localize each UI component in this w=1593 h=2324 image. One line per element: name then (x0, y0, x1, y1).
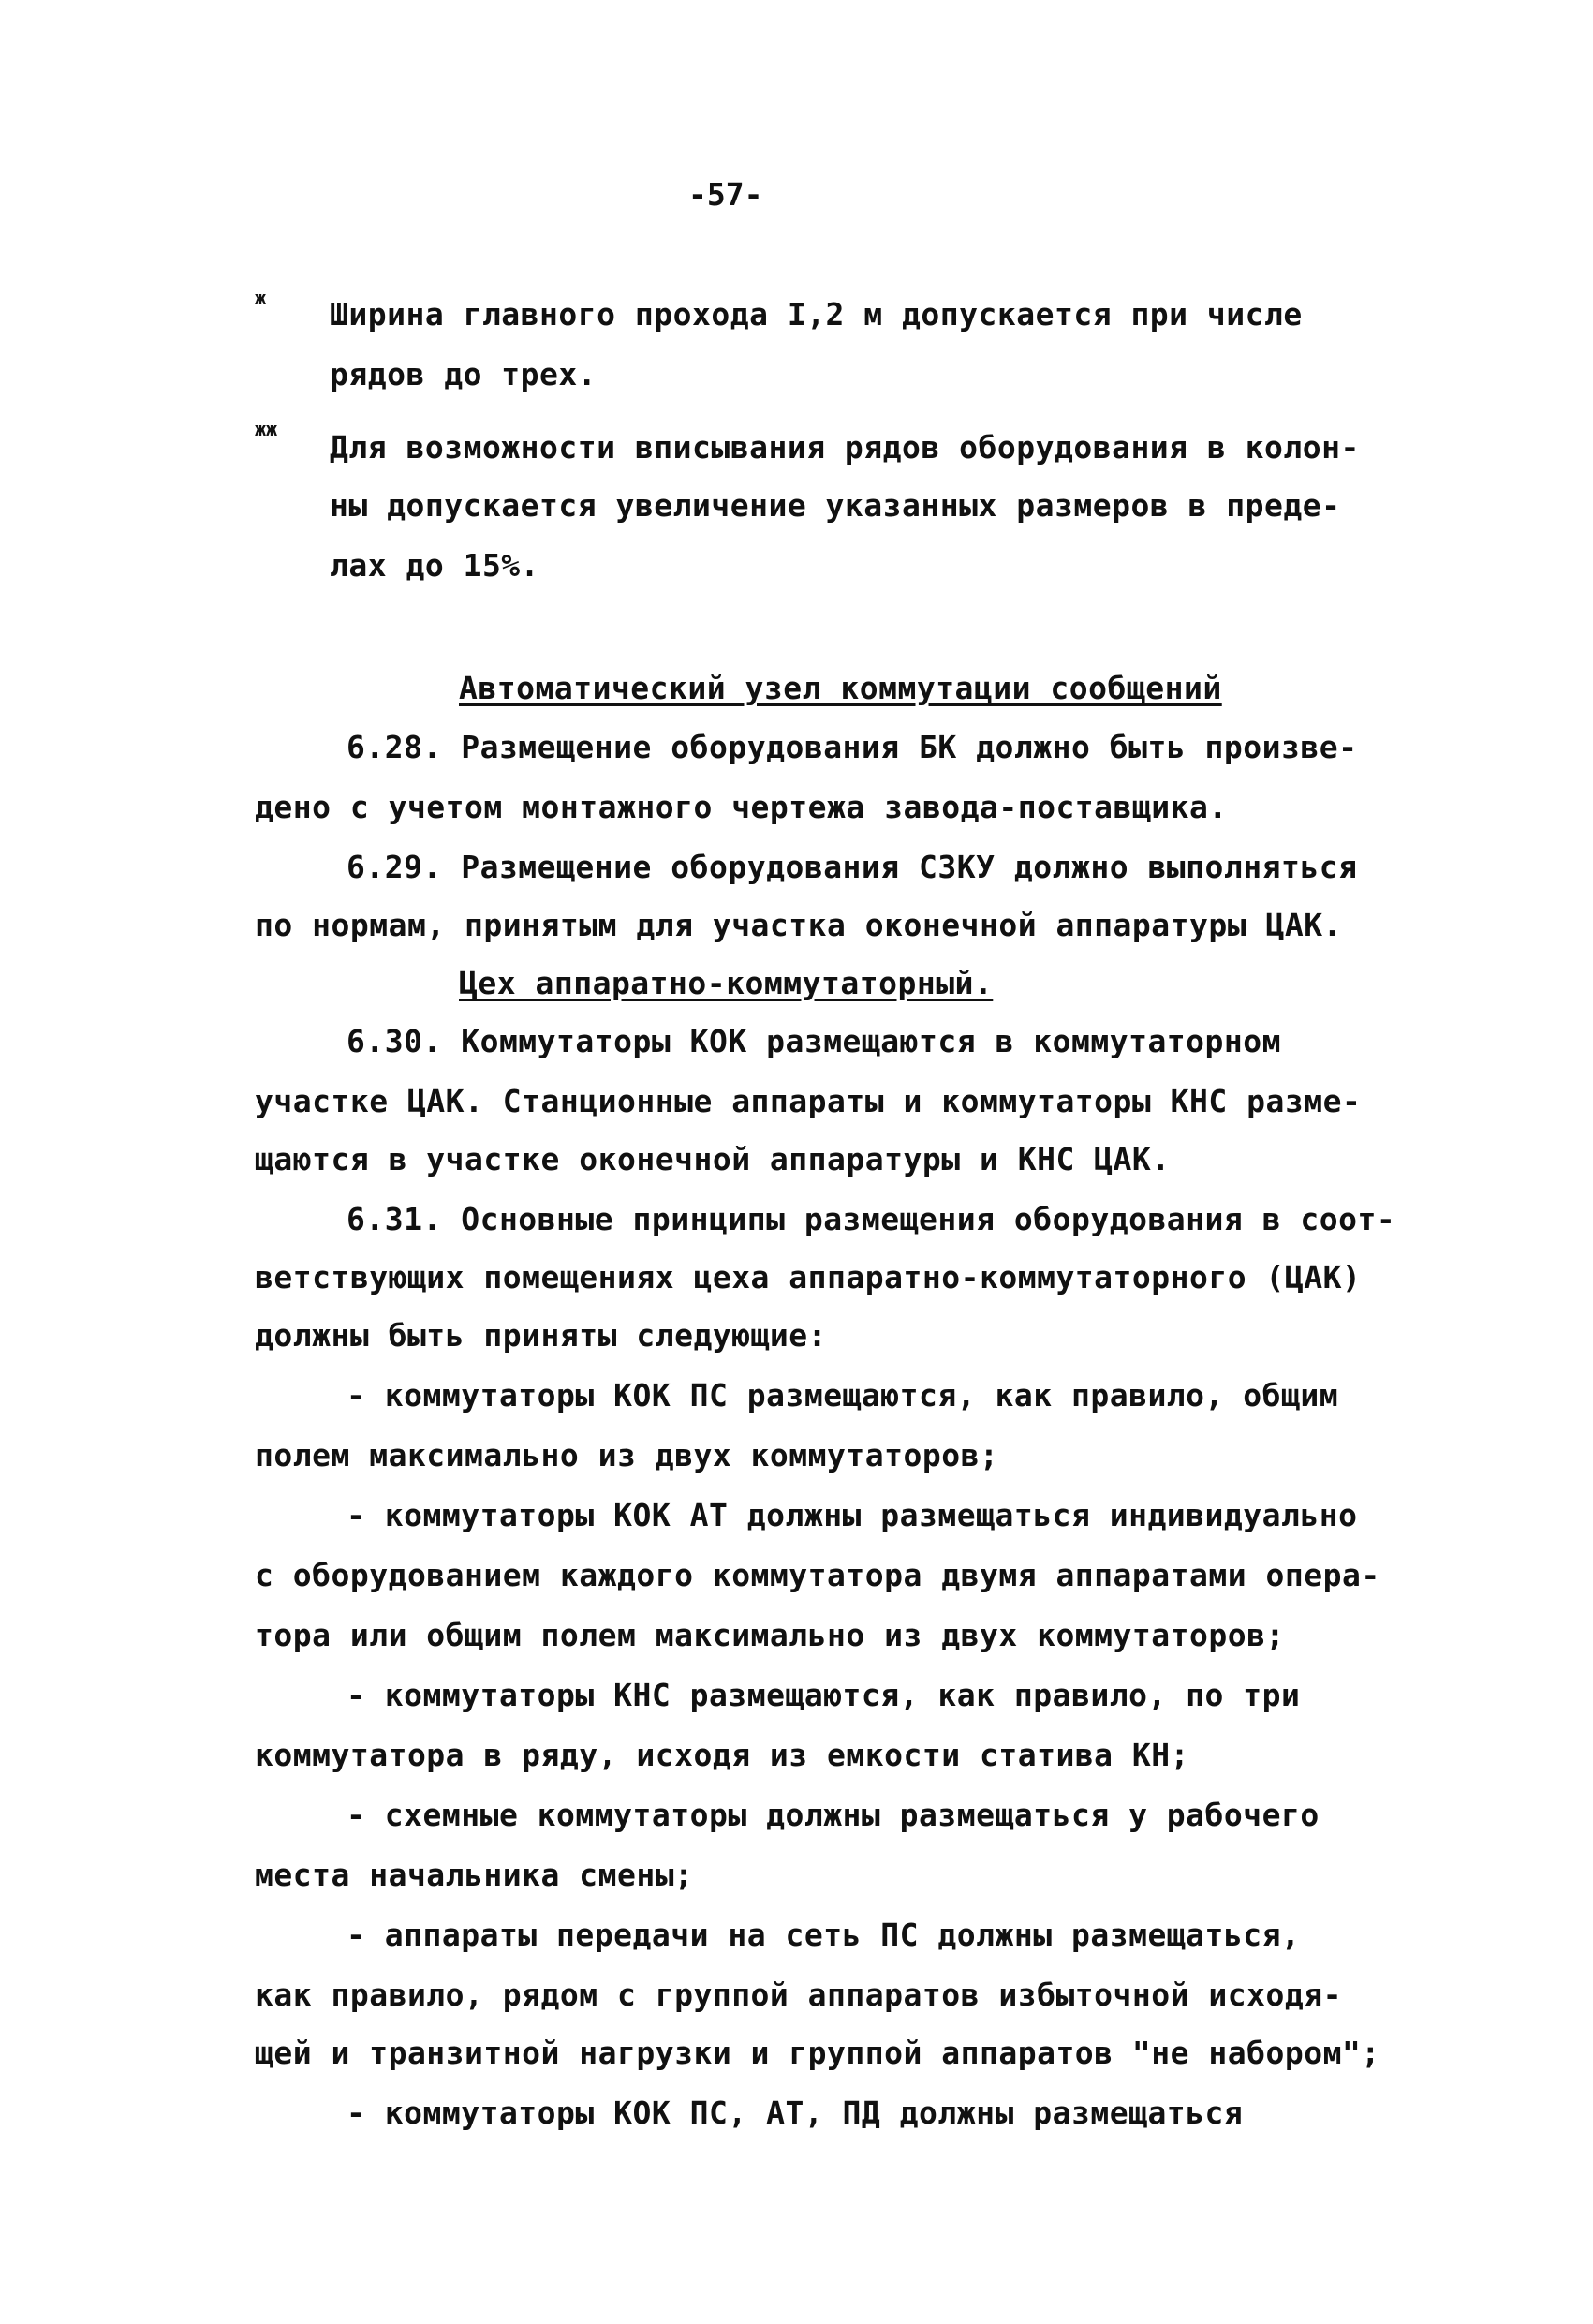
footnote-mark: ж (255, 287, 267, 309)
list-item-line: - аппараты передачи на сеть ПС должны размещаться, (347, 1917, 1301, 1953)
paragraph-line: 6.28. Размещение оборудования БК должно быть произве- (347, 729, 1358, 765)
footnote-mark: жж (255, 418, 278, 440)
paragraph-line: ветствующих помещениях цеха аппаратно-коммутаторного (ЦАК) (255, 1259, 1362, 1295)
list-item-line: - коммутаторы КНС размещаются, как правило, по три (347, 1677, 1301, 1713)
footnote-line: ны допускается увеличение указанных размеров в преде- (330, 487, 1341, 524)
page-number: -57- (688, 176, 763, 213)
list-item-line: полем максимально из двух коммутаторов; (255, 1437, 999, 1473)
list-item-line: - коммутаторы КОК АТ должны размещаться индивидуально (347, 1497, 1358, 1533)
paragraph-line: 6.30. Коммутаторы КОК размещаются в коммутаторном (347, 1023, 1282, 1059)
section-heading: Цех аппаратно-коммутаторный. (459, 965, 994, 1001)
list-item-line: коммутатора в ряду, исходя из емкости статива КН; (255, 1737, 1190, 1773)
section-heading: Автоматический узел коммутации сообщений (459, 670, 1222, 706)
paragraph-line: щаются в участке оконечной аппаратуры и КНС ЦАК. (255, 1141, 1171, 1177)
paragraph-line: должны быть приняты следующие: (255, 1317, 828, 1354)
list-item-line: - схемные коммутаторы должны размещаться у рабочего (347, 1797, 1320, 1833)
footnote-line: Ширина главного прохода I,2 м допускается при числе (330, 296, 1303, 333)
paragraph-line: 6.29. Размещение оборудования СЗКУ должно выполняться (347, 849, 1358, 885)
paragraph-line: 6.31. Основные принципы размещения оборудования в соот- (347, 1201, 1396, 1237)
paragraph-line: по нормам, принятым для участка оконечной аппаратуры ЦАК. (255, 907, 1342, 943)
paragraph-line: дено с учетом монтажного чертежа завода-поставщика. (255, 789, 1228, 825)
list-item-line: - коммутаторы КОК ПС, АТ, ПД должны размещаться (347, 2095, 1244, 2131)
list-item-line: с оборудованием каждого коммутатора двумя аппаратами опера- (255, 1557, 1380, 1593)
list-item-line: тора или общим полем максимально из двух коммутаторов; (255, 1617, 1285, 1653)
footnote-line: рядов до трех. (330, 356, 597, 392)
footnote-line: лах до 15%. (330, 547, 540, 584)
footnote-line: Для возможности вписывания рядов оборудования в колон- (330, 429, 1360, 466)
paragraph-line: участке ЦАК. Станционные аппараты и коммутаторы КНС разме- (255, 1083, 1362, 1119)
list-item-line: как правило, рядом с группой аппаратов избыточной исходя- (255, 1976, 1342, 2013)
list-item-line: щей и транзитной нагрузки и группой аппаратов "не набором"; (255, 2035, 1380, 2071)
list-item-line: - коммутаторы КОК ПС размещаются, как правило, общим (347, 1377, 1339, 1414)
list-item-line: места начальника смены; (255, 1857, 694, 1893)
